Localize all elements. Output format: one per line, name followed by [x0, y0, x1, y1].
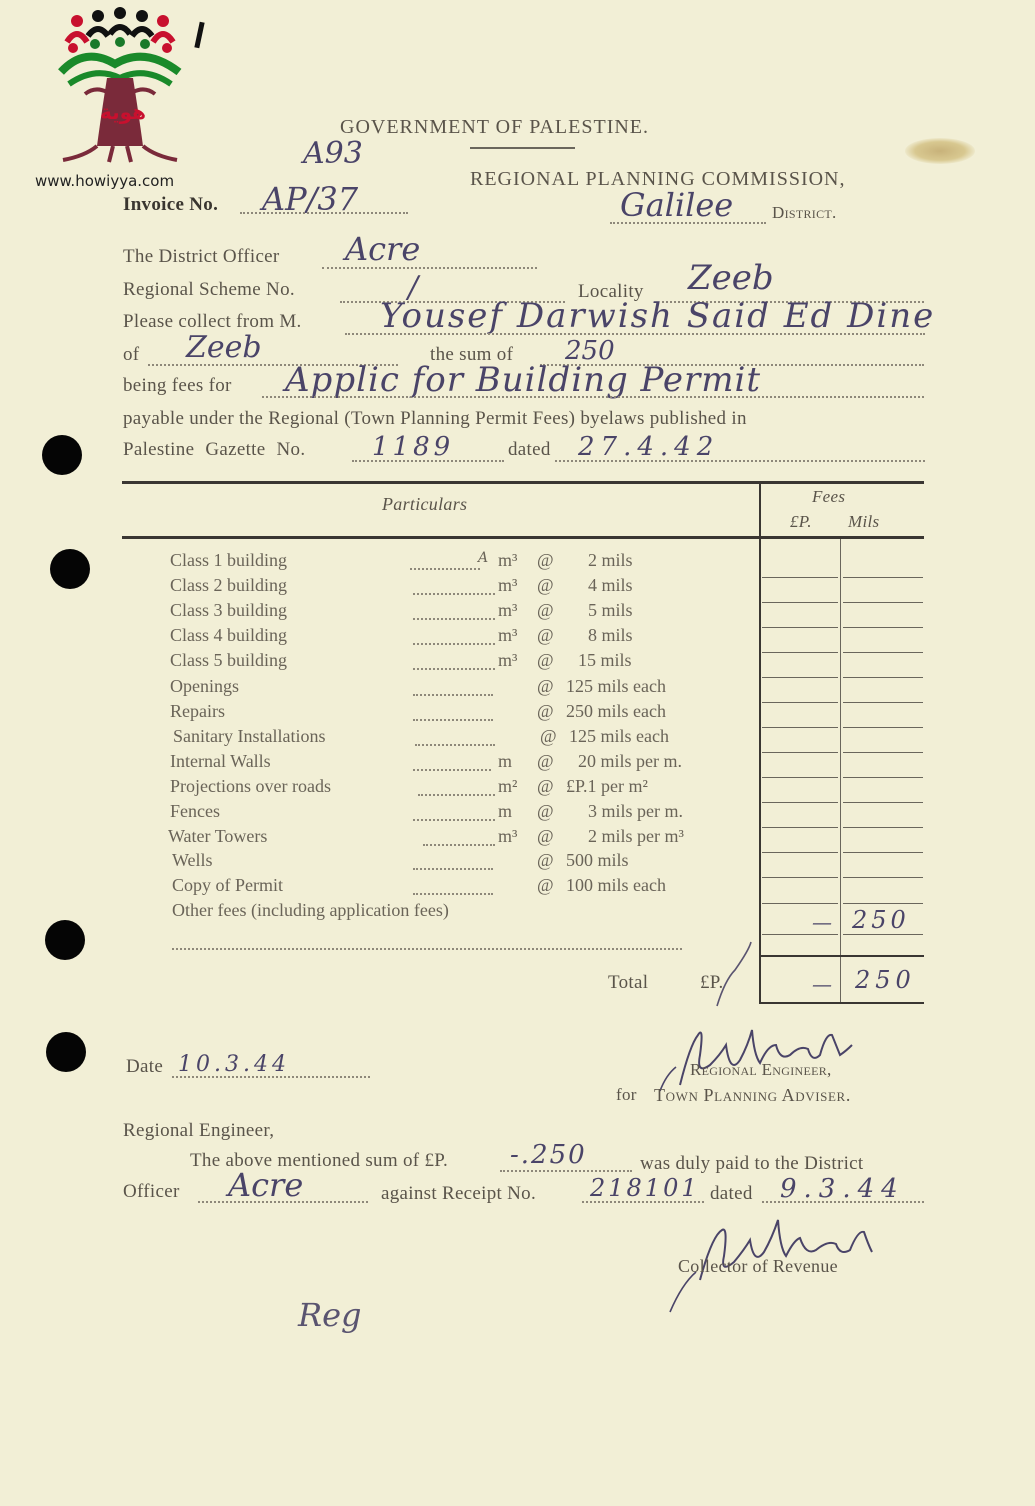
adviser-title: Town Planning Adviser. — [654, 1085, 851, 1105]
scheme-label: Regional Scheme No. — [123, 279, 295, 300]
total-lp: — — [812, 972, 832, 996]
of-label: of — [123, 344, 140, 365]
commission-heading: REGIONAL PLANNING COMMISSION, — [470, 168, 846, 190]
table-top-rule — [122, 481, 924, 484]
paid-sum-dotted-line — [500, 1170, 632, 1172]
invoice-page: هوية www.howiyya.com GOVERNMENT OF PALESTINE. REGIONAL PLANNING COMMISSION, A93 Invoice No. AP/37 Galilee District. The District Officer Acre Regional Scheme No. / Locality Zeeb Please collect from M. Yousef Darwish Said Ed Dine of Zeeb the sum of 250 being fees for Applic for Building Permit payable under the Regional (Town Planning Permit Fees) byelaws published in Palestine Gazette No. 1189 dated 27.4.42 Particulars Fees £P. Mils Class 1 building A m³ @ 2 mils Class 2 building m³ @ 4 mils Class 3 building m³ @ 5 mils Class 4 building m³ @ 8 mils Class 5 building m³ @ 15 mils Openings @ 125 mils each Repairs @ 250 mils each Sanitary Installations @ 125 mils each Internal Walls m @ 20 mils per m. Projections over roads m² @ £P.1 per m² Fences m @ 3 mils per m. Water Towers m³ @ 2 mils per m³ Wells @ 500 mils Copy of Permit @ 100 mils each Other fees (including application fees) — 250 Total £P. — 250 Date 10.3.44 Regional Engineer, for Town Planning Adviser. Regional Engineer, The above mentioned sum of £P. -.250 was duly paid to the District Officer Acre against Receipt No. 218101 dated 9.3.44 Collector of Revenue Reg — [0, 0, 1035, 1506]
punch-hole — [45, 920, 85, 960]
other-fees-mils: 250 — [852, 906, 910, 934]
other-fees-lp: — — [812, 910, 832, 934]
total-label: Total — [608, 972, 649, 993]
receipt-value: 218101 — [590, 1174, 700, 1202]
for-label: for — [616, 1085, 637, 1104]
logo-arabic-script: هوية — [100, 100, 147, 124]
invoice-note: A93 — [303, 136, 363, 171]
tree-logo-icon — [55, 6, 185, 168]
fees-header: Fees — [812, 487, 846, 506]
addressee: Regional Engineer, — [123, 1120, 275, 1141]
logo-website[interactable]: www.howiyya.com — [35, 172, 175, 190]
paid-text-2: was duly paid to the District — [640, 1153, 864, 1174]
collect-dotted-line — [345, 333, 925, 335]
collect-value: Yousef Darwish Said Ed Dine — [380, 296, 936, 336]
heading-underline — [470, 147, 575, 149]
government-heading: GOVERNMENT OF PALESTINE. — [340, 116, 650, 138]
paid-sum: -.250 — [510, 1140, 587, 1170]
collector-officer-value: Acre — [228, 1166, 304, 1204]
receipt-dated-label: dated — [710, 1183, 753, 1204]
collector-title: Collector of Revenue — [678, 1256, 838, 1276]
gazette-dated-value: 27.4.42 — [578, 432, 720, 462]
particulars-header: Particulars — [382, 494, 468, 514]
lp-header: £P. — [790, 512, 812, 531]
locality-label: Locality — [578, 281, 644, 302]
date-label: Date — [126, 1056, 164, 1077]
being-dotted-line — [262, 396, 924, 398]
gazette-dated-dotted-line — [555, 460, 925, 462]
invoice-dotted-line — [240, 212, 408, 214]
date-value: 10.3.44 — [178, 1052, 290, 1077]
gazette-dated-label: dated — [508, 439, 551, 460]
punch-hole — [50, 549, 90, 589]
sum-value: 250 — [565, 336, 615, 366]
punch-hole — [42, 435, 82, 475]
total-mils: 250 — [855, 966, 916, 994]
gazette-value: 1189 — [372, 432, 455, 462]
paper-stain — [905, 138, 975, 164]
total-currency: £P. — [700, 972, 724, 993]
officer-dotted-line — [322, 267, 537, 269]
receipt-dated-value: 9.3.44 — [780, 1174, 905, 1204]
gazette-label: Palestine Gazette No. — [123, 439, 306, 460]
table-header-rule — [122, 536, 924, 539]
ink-mark — [194, 22, 204, 48]
engineer-signature — [640, 1015, 880, 1095]
officer-value: Acre — [345, 230, 421, 268]
receipt-label: against Receipt No. — [381, 1183, 537, 1204]
of-value: Zeeb — [186, 330, 262, 365]
mils-header: Mils — [848, 512, 880, 531]
reg-note: Reg — [298, 1296, 362, 1334]
collector-officer-label: Officer — [123, 1181, 180, 1202]
engineer-title: Regional Engineer, — [690, 1060, 832, 1079]
total-top-rule — [759, 955, 924, 957]
date-dotted-line — [172, 1076, 370, 1078]
scheme-value: / — [408, 270, 419, 305]
being-value: Applic for Building Permit — [285, 360, 762, 400]
invoice-number: AP/37 — [262, 180, 359, 218]
mils-divider — [840, 539, 841, 1004]
being-label: being fees for — [123, 375, 232, 396]
locality-value: Zeeb — [688, 258, 774, 298]
district-value: Galilee — [620, 186, 734, 224]
total-pen-stroke — [715, 940, 755, 1010]
collector-officer-dotted-line — [198, 1201, 368, 1203]
invoice-label: Invoice No. — [123, 194, 219, 215]
fees-divider — [759, 481, 761, 1004]
punch-hole — [46, 1032, 86, 1072]
officer-label: The District Officer — [123, 246, 280, 267]
total-bottom-rule — [759, 1002, 924, 1004]
district-dotted-line — [610, 222, 766, 224]
sum-label: the sum of — [430, 344, 514, 365]
collect-label: Please collect from M. — [123, 311, 302, 332]
gazette-dotted-line — [352, 460, 504, 462]
payable-text: payable under the Regional (Town Planning Permit Fees) byelaws published in — [123, 408, 747, 429]
paid-text-1: The above mentioned sum of £P. — [190, 1150, 449, 1171]
district-label: District. — [772, 203, 837, 222]
